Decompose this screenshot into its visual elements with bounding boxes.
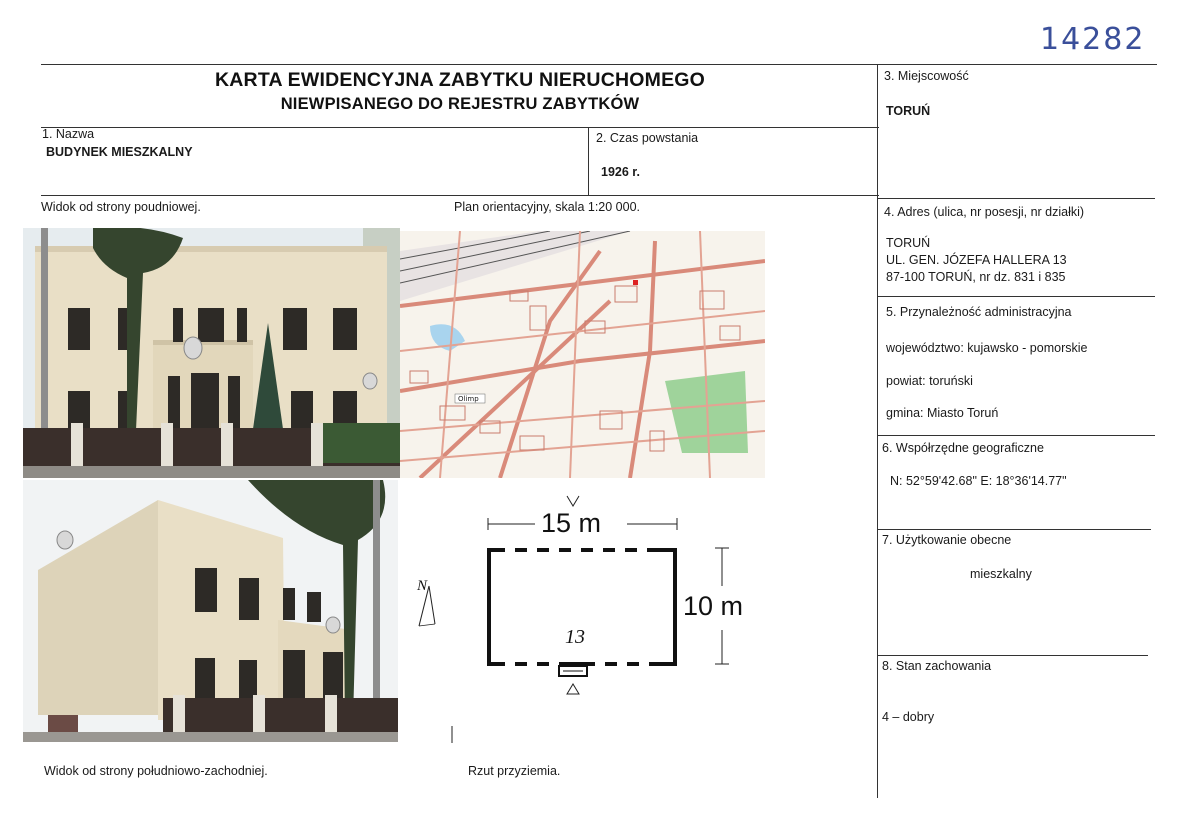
right-column-divider [877,64,878,798]
usage-divider [877,655,1148,656]
caption-view-southwest: Widok od strony południowo-zachodniej. [44,764,268,778]
address-line1: TORUŃ [886,236,931,250]
admin-label: 5. Przynależność administracyjna [886,305,1072,319]
caption-plan: Plan orientacyjny, skala 1:20 000. [454,200,640,214]
admin-county: powiat: toruński [886,374,973,388]
locality-label: 3. Miejscowość [884,69,969,83]
card-title: KARTA EWIDENCYJNA ZABYTKU NIERUCHOMEGO [214,69,706,91]
header-divider [41,127,879,128]
coords-label: 6. Współrzędne geograficzne [882,441,1044,455]
name-row-divider [41,195,879,196]
map-label-olimp: Olimp [458,395,479,403]
usage-value: mieszkalny [970,567,1032,581]
plan-building-number: 13 [565,626,585,648]
plan-height-label: 10 m [683,591,744,621]
admin-commune: gmina: Miasto Toruń [886,406,999,420]
name-label: 1. Nazwa [42,127,95,141]
address-divider [877,296,1155,297]
admin-divider [877,435,1155,436]
condition-label: 8. Stan zachowania [882,659,992,673]
address-label: 4. Adres (ulica, nr posesji, nr działki) [884,205,1085,219]
address-line2: UL. GEN. JÓZEFA HALLERA 13 [886,253,1067,267]
floor-plan [405,488,775,748]
address-line3: 87-100 TORUŃ, nr dz. 831 i 835 [886,270,1066,284]
caption-floor-plan: Rzut przyziemia. [468,764,561,778]
locality-value: TORUŃ [886,104,931,118]
admin-voivodeship: województwo: kujawsko - pomorskie [886,341,1088,355]
coords-divider [877,529,1151,530]
card-subtitle: NIEWPISANEGO DO REJESTRU ZABYTKÓW [280,95,640,113]
caption-view-south: Widok od strony poudniowej. [41,200,201,214]
name-value: BUDYNEK MIESZKALNY [46,145,193,159]
coords-value: N: 52°59'42.68" E: 18°36'14.77" [890,474,1067,488]
top-border [41,64,1157,65]
plan-width-label: 15 m [541,508,602,538]
name-date-divider [588,127,589,195]
usage-label: 7. Użytkowanie obecne [882,533,1012,547]
locality-divider [877,198,1155,199]
date-label: 2. Czas powstania [596,131,699,145]
condition-value: 4 – dobry [882,710,935,724]
orientation-map [400,231,765,478]
photo-south-facade [23,228,400,478]
north-arrow-label: N [417,578,428,594]
date-value: 1926 r. [601,165,640,179]
photo-southwest-view [23,480,398,742]
stamp-number: 14282 [1040,22,1146,57]
